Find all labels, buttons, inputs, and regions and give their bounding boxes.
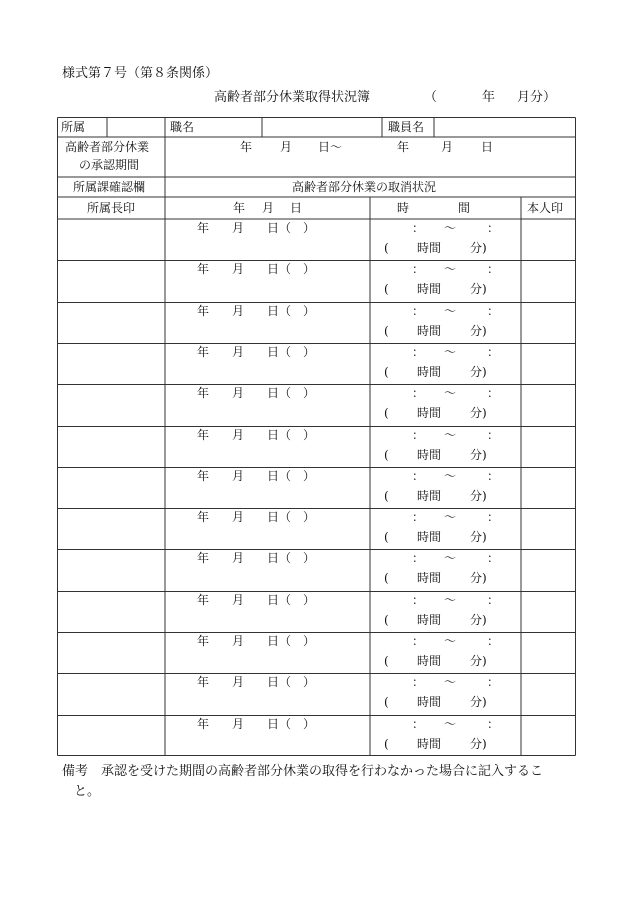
row-paren-open: ( [384,695,389,710]
row-hours-label: 時間 [417,323,442,338]
row-minutes-label: 分) [470,364,487,379]
status-table [57,117,576,756]
chief-seal-header: 所属長印 [87,201,136,215]
date-month-header: 月 [262,201,275,215]
row-minutes-label: 分) [470,654,487,668]
row-day-label: 日（ ） [267,221,316,235]
row-start-colon: ： [412,468,425,483]
row-day-label: 日（ ） [267,468,316,483]
row-year-label: 年 [197,716,210,731]
row-year-label: 年 [197,262,210,277]
row-minutes-label: 分) [470,736,487,751]
row-minutes-label: 分) [470,406,487,421]
row-minutes-label: 分) [470,488,487,503]
row-day-label: 日（ ） [267,344,316,359]
self-seal-header: 本人印 [527,201,564,215]
row-hours-label: 時間 [417,612,442,627]
row-year-label: 年 [197,592,210,607]
row-month-label: 月 [232,510,245,525]
row-hours-label: 時間 [417,571,442,586]
row-paren-open: ( [384,447,389,462]
row-day-label: 日（ ） [267,634,316,648]
row-year-label: 年 [197,634,210,648]
row-paren-open: ( [384,612,389,627]
row-end-colon: ： [487,634,500,648]
title-month-label: 月分） [517,90,557,105]
row-day-label: 日（ ） [267,510,316,525]
row-month-label: 月 [232,344,245,359]
row-paren-open: ( [384,241,389,255]
row-day-label: 日（ ） [267,303,316,318]
row-day-label: 日（ ） [267,262,316,277]
row-year-label: 年 [197,386,210,401]
row-year-label: 年 [197,468,210,483]
row-year-label: 年 [197,551,210,566]
row-tilde: ～ [444,262,457,277]
date-day-header: 日 [290,201,303,215]
time-header-2: 間 [458,201,471,215]
row-end-colon: ： [487,592,500,607]
row-month-label: 月 [232,716,245,731]
row-minutes-label: 分) [470,530,487,545]
row-month-label: 月 [232,427,245,442]
row-end-colon: ： [487,344,500,359]
period-month-from: 月 [280,140,293,154]
row-end-colon: ： [487,262,500,277]
row-tilde: ～ [444,386,457,401]
row-month-label: 月 [232,262,245,277]
row-start-colon: ： [412,510,425,525]
row-day-label: 日（ ） [267,551,316,566]
row-paren-open: ( [384,736,389,751]
period-day-from: 日～ [318,140,343,154]
row-start-colon: ： [412,344,425,359]
row-hours-label: 時間 [417,736,442,751]
row-hours-label: 時間 [417,488,442,503]
row-month-label: 月 [232,221,245,235]
page-title: 高齢者部分休業取得状況簿 [214,90,371,105]
period-year-to: 年 [397,140,410,154]
row-tilde: ～ [444,551,457,566]
row-hours-label: 時間 [417,241,442,255]
row-start-colon: ： [412,386,425,401]
row-end-colon: ： [487,303,500,318]
row-minutes-label: 分) [470,612,487,627]
title-year-label: 年 [482,90,496,105]
time-header-1: 時 [397,201,410,215]
row-minutes-label: 分) [470,282,487,297]
title-bracket: （ [424,90,438,105]
row-day-label: 日（ ） [267,386,316,401]
job-title-label: 職名 [170,120,195,134]
form-number: 様式第７号（第８条関係） [62,66,219,81]
row-tilde: ～ [444,303,457,318]
row-year-label: 年 [197,427,210,442]
row-month-label: 月 [232,386,245,401]
row-hours-label: 時間 [417,447,442,462]
row-tilde: ～ [444,427,457,442]
row-year-label: 年 [197,303,210,318]
row-start-colon: ： [412,675,425,690]
row-day-label: 日（ ） [267,716,316,731]
row-tilde: ～ [444,634,457,648]
row-minutes-label: 分) [470,571,487,586]
period-year-from: 年 [240,140,253,154]
row-month-label: 月 [232,551,245,566]
row-year-label: 年 [197,675,210,690]
row-hours-label: 時間 [417,530,442,545]
row-year-label: 年 [197,510,210,525]
row-month-label: 月 [232,675,245,690]
period-day-to: 日 [481,140,494,154]
status-section-label: 高齢者部分休業の取消状況 [292,180,437,194]
row-tilde: ～ [444,592,457,607]
row-minutes-label: 分) [470,695,487,710]
row-end-colon: ： [487,427,500,442]
row-paren-open: ( [384,282,389,297]
row-paren-open: ( [384,654,389,668]
confirm-section-label: 所属課確認欄 [73,180,146,194]
row-paren-open: ( [384,323,389,338]
row-start-colon: ： [412,221,425,235]
row-month-label: 月 [232,634,245,648]
row-hours-label: 時間 [417,654,442,668]
row-tilde: ～ [444,221,457,235]
row-tilde: ～ [444,510,457,525]
date-year-header: 年 [233,201,246,215]
row-minutes-label: 分) [470,323,487,338]
row-paren-open: ( [384,488,389,503]
remarks-line-2: と。 [74,784,101,799]
row-month-label: 月 [232,468,245,483]
row-start-colon: ： [412,303,425,318]
employee-name-label: 職員名 [388,120,425,134]
row-paren-open: ( [384,530,389,545]
row-hours-label: 時間 [417,695,442,710]
row-hours-label: 時間 [417,364,442,379]
row-end-colon: ： [487,510,500,525]
row-paren-open: ( [384,571,389,586]
row-month-label: 月 [232,303,245,318]
row-end-colon: ： [487,221,500,235]
row-tilde: ～ [444,468,457,483]
row-day-label: 日（ ） [267,427,316,442]
row-tilde: ～ [444,675,457,690]
row-start-colon: ： [412,716,425,731]
approval-period-label-2: の承認期間 [79,158,140,172]
remarks [62,762,582,802]
row-end-colon: ： [487,386,500,401]
row-minutes-label: 分) [470,241,487,255]
row-end-colon: ： [487,468,500,483]
row-tilde: ～ [444,716,457,731]
row-hours-label: 時間 [417,282,442,297]
row-start-colon: ： [412,427,425,442]
remarks-line-1: 備考 承認を受けた期間の高齢者部分休業の取得を行わなかった場合に記入するこ [62,764,544,779]
row-start-colon: ： [412,551,425,566]
row-end-colon: ： [487,716,500,731]
row-day-label: 日（ ） [267,675,316,690]
row-year-label: 年 [197,344,210,359]
approval-period-label-1: 高齢者部分休業 [65,140,150,154]
period-month-to: 月 [441,140,454,154]
row-end-colon: ： [487,675,500,690]
row-paren-open: ( [384,364,389,379]
row-start-colon: ： [412,592,425,607]
row-minutes-label: 分) [470,447,487,462]
row-day-label: 日（ ） [267,592,316,607]
row-month-label: 月 [232,592,245,607]
row-start-colon: ： [412,634,425,648]
row-year-label: 年 [197,221,210,235]
row-hours-label: 時間 [417,406,442,421]
affiliation-label: 所属 [61,120,86,134]
row-start-colon: ： [412,262,425,277]
row-tilde: ～ [444,344,457,359]
row-end-colon: ： [487,551,500,566]
row-paren-open: ( [384,406,389,421]
